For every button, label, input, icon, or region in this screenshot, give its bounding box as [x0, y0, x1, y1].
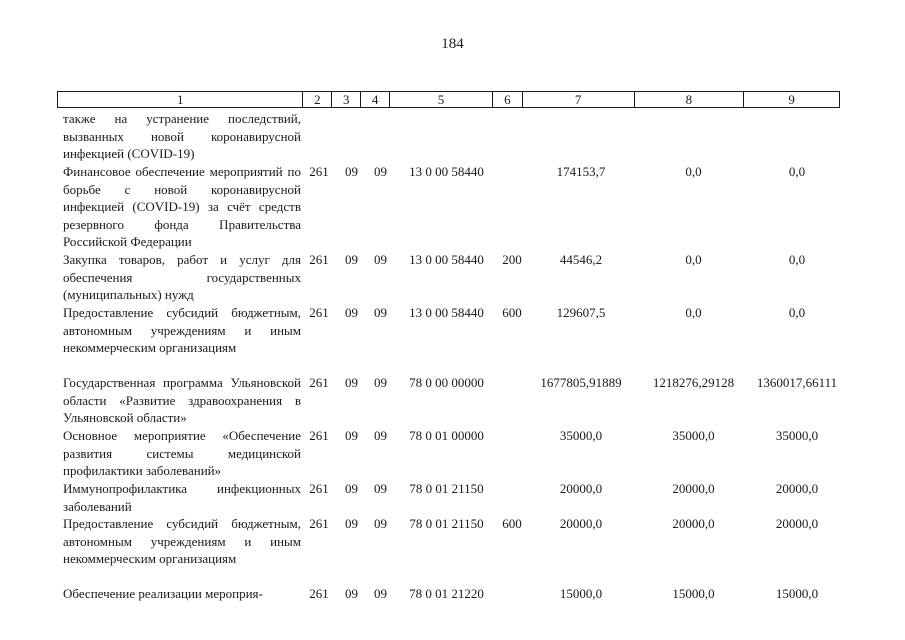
row-col-9: 20000,0 — [775, 481, 819, 496]
table-row — [63, 585, 843, 603]
header-col-9: 9 — [788, 92, 795, 107]
row-description: Основное мероприятие «Обеспечение развития системы медицинской профилактики заболеваний» — [63, 428, 301, 479]
row-col-7: 129607,5 — [556, 305, 606, 320]
row-col-8: 0,0 — [685, 252, 702, 267]
row-col-2: 261 — [309, 481, 329, 496]
row-col-2: 261 — [309, 164, 329, 179]
row-description: Предоставление субсидий бюджетным, автономным учреждениям и иным некоммерческим организациям — [63, 516, 301, 567]
row-col-4: 09 — [374, 586, 387, 601]
row-description: Финансовое обеспечение мероприятий по борьбе с новой коронавирусной инфекцией (COVID-19) за счёт средств резервного фонда Правительства Российской Федерации — [63, 164, 301, 250]
row-col-2: 261 — [309, 252, 329, 267]
row-col-5: 13 0 00 58440 — [409, 164, 484, 179]
row-col-9: 1360017,66111 — [756, 375, 838, 390]
row-description: Предоставление субсидий бюджетным, автономным учреждениям и иным некоммерческим организациям — [63, 305, 301, 356]
header-col-4: 4 — [361, 92, 390, 107]
row-col-9: 20000,0 — [775, 516, 819, 531]
row-col-9: 0,0 — [788, 164, 806, 179]
row-col-6: 200 — [502, 252, 522, 267]
row-col-2: 261 — [309, 305, 329, 320]
row-col-9: 0,0 — [788, 252, 806, 267]
row-col-4: 09 — [374, 164, 387, 179]
row-col-4: 09 — [374, 481, 387, 496]
row-col-5: 13 0 00 58440 — [409, 252, 484, 267]
row-col-4: 09 — [374, 305, 387, 320]
header-col-1: 1 — [58, 92, 303, 107]
row-col-7: 20000,0 — [559, 516, 603, 531]
row-col-3: 09 — [345, 586, 358, 601]
row-col-9: 15000,0 — [775, 586, 819, 601]
row-col-4: 09 — [374, 252, 387, 267]
row-col-5: 78 0 01 00000 — [409, 428, 484, 443]
row-col-3: 09 — [345, 252, 358, 267]
row-col-7: 174153,7 — [556, 164, 606, 179]
row-col-8: 0,0 — [685, 164, 702, 179]
table-row — [63, 374, 843, 427]
row-col-5: 78 0 01 21220 — [409, 586, 484, 601]
row-description: также на устранение последствий, вызванных новой коронавирусной инфекцией (COVID-19) — [63, 111, 301, 162]
row-col-5: 78 0 01 21150 — [409, 481, 484, 496]
row-col-4: 09 — [374, 428, 387, 443]
row-col-7: 35000,0 — [559, 428, 603, 443]
row-col-6: 600 — [502, 305, 522, 320]
row-col-3: 09 — [345, 481, 358, 496]
row-col-8: 15000,0 — [672, 586, 715, 601]
header-col-8: 8 — [635, 92, 745, 107]
header-col-7: 7 — [523, 92, 635, 107]
page-number: 184 — [441, 36, 464, 52]
table-row — [63, 304, 843, 374]
row-col-4: 09 — [374, 375, 387, 390]
row-col-8: 20000,0 — [672, 481, 715, 496]
row-col-5: 13 0 00 58440 — [409, 305, 484, 320]
row-col-9: 0,0 — [788, 305, 806, 320]
row-col-3: 09 — [345, 164, 358, 179]
header-col-6: 6 — [493, 92, 523, 107]
row-col-7: 44546,2 — [559, 252, 603, 267]
row-col-8: 1218276,29128 — [652, 375, 735, 390]
row-col-8: 20000,0 — [672, 516, 715, 531]
table-row — [63, 480, 843, 515]
row-description: Закупка товаров, работ и услуг для обеспечения государственных (муниципальных) нужд — [63, 252, 301, 303]
row-col-7: 15000,0 — [559, 586, 603, 601]
row-description: Иммунопрофилактика инфекционных заболеваний — [63, 481, 301, 514]
row-col-9: 35000,0 — [775, 428, 819, 443]
table-row — [63, 163, 843, 251]
row-col-5: 78 0 01 21150 — [409, 516, 484, 531]
row-col-4: 09 — [374, 516, 387, 531]
row-description: Обеспечение реализации мероприя- — [63, 586, 263, 601]
row-col-8: 35000,0 — [672, 428, 715, 443]
row-col-2: 261 — [309, 428, 329, 443]
row-col-8: 0,0 — [685, 305, 702, 320]
header-col-5: 5 — [390, 92, 493, 107]
row-col-2: 261 — [309, 375, 329, 390]
row-col-3: 09 — [345, 375, 358, 390]
row-description: Государственная программа Ульяновской области «Развитие здравоохранения в Ульяновской области» — [63, 375, 301, 426]
row-col-7: 1677805,91889 — [540, 375, 622, 390]
row-col-3: 09 — [345, 428, 358, 443]
row-col-2: 261 — [309, 516, 329, 531]
table-body — [63, 110, 843, 603]
table-header — [57, 91, 840, 108]
table-row — [63, 427, 843, 480]
header-col-3: 3 — [332, 92, 361, 107]
row-col-7: 20000,0 — [559, 481, 603, 496]
table-row — [63, 110, 843, 163]
table-row — [63, 515, 843, 585]
row-col-6: 600 — [502, 516, 522, 531]
row-col-5: 78 0 00 00000 — [409, 375, 484, 390]
row-col-3: 09 — [345, 305, 358, 320]
row-col-2: 261 — [309, 586, 329, 601]
header-col-2: 2 — [303, 92, 332, 107]
table-row — [63, 251, 843, 304]
row-col-3: 09 — [345, 516, 358, 531]
